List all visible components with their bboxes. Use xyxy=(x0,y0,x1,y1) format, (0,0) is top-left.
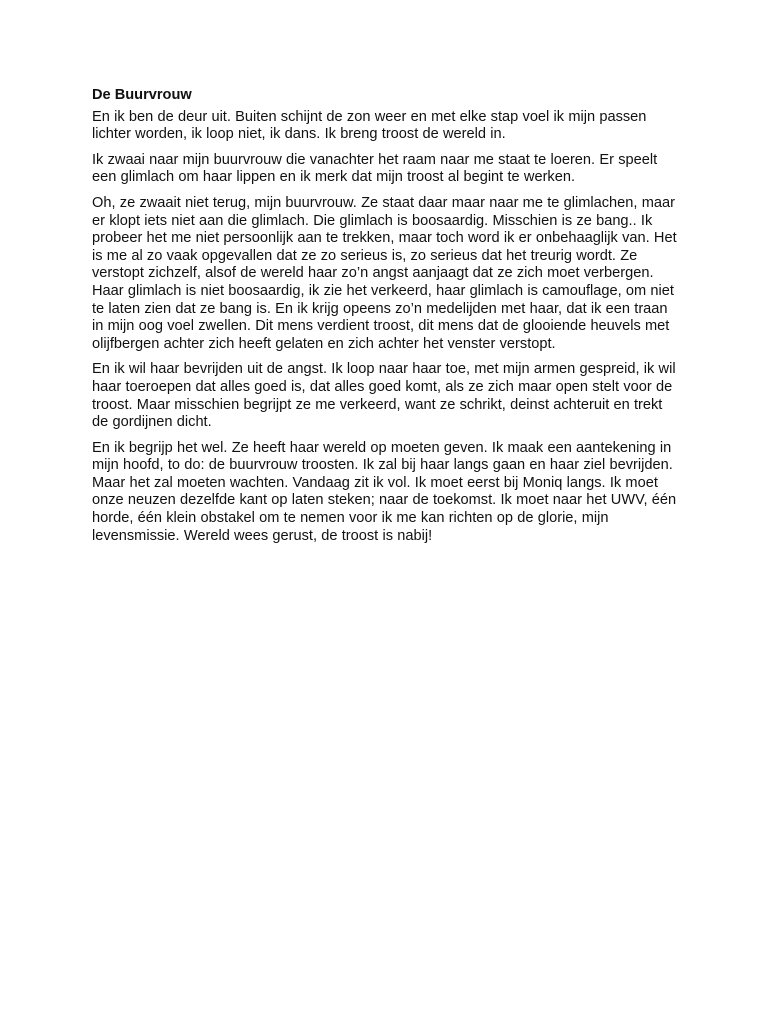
document-body xyxy=(92,87,682,553)
paragraph-1: En ik ben de deur uit. Buiten schijnt de zon weer en met elke stap voel ik mijn passen lichter worden, ik loop niet, ik dans. Ik breng troost de wereld in. xyxy=(92,108,647,143)
paragraph-4: En ik wil haar bevrijden uit de angst. Ik loop naar haar toe, met mijn armen gespreid, ik wil haar toeroepen dat alles goed is, dat alles goed komt, als ze zich maar open stelt voor de troost. Maar misschien begrijpt ze me verkeerd, want ze schrikt, deinst achteruit en trekt de gordijnen dicht. xyxy=(92,361,676,431)
paragraph-2: Ik zwaai naar mijn buurvrouw die vanachter het raam naar me staat te loeren. Er speelt een glimlach om haar lippen en ik merk dat mijn troost al begint te werken. xyxy=(92,151,658,186)
paragraph-3: Oh, ze zwaait niet terug, mijn buurvrouw. Ze staat daar maar naar me te glimlachen, maar er klopt iets niet aan die glimlach. Die glimlach is boosaardig. Misschien is ze bang.. Ik probeer het me niet persoonlijk aan te trekken, maar toch word ik er onbehaaglijk van. Het is me al zo vaak opgevallen dat ze zo serieus is, zo serieus dat het treurig wordt. Ze verstopt zichzelf, alsof de wereld haar zo’n angst aanjaagt dat ze zich moet verbergen. Haar glimlach is niet boosaardig, ik zie het verkeerd, haar glimlach is camouflage, om niet te laten zien dat ze bang is. En ik krijg opeens zo’n medelijden met haar, dat ik een traan in mijn oog voel zwellen. Dit mens verdient troost, dit mens dat de glooiende heuvels met olijfbergen achter zich heeft gelaten en zich achter het venster verstopt. xyxy=(92,194,677,352)
document-title: De Buurvrouw xyxy=(92,87,192,103)
paragraph-5: En ik begrijp het wel. Ze heeft haar wereld op moeten geven. Ik maak een aantekening in mijn hoofd, to do: de buurvrouw troosten. Ik zal bij haar langs gaan en haar ziel bevrijden. Maar het zal moeten wachten. Vandaag zit ik vol. Ik moet eerst bij Moniq langs. Ik moet onze neuzen dezelfde kant op laten steken; naar de toekomst. Ik moet naar het UWV, één horde, één klein obstakel om te nemen voor ik me kan richten op de glorie, mijn levensmissie. Wereld wees gerust, de troost is nabij! xyxy=(92,439,677,544)
